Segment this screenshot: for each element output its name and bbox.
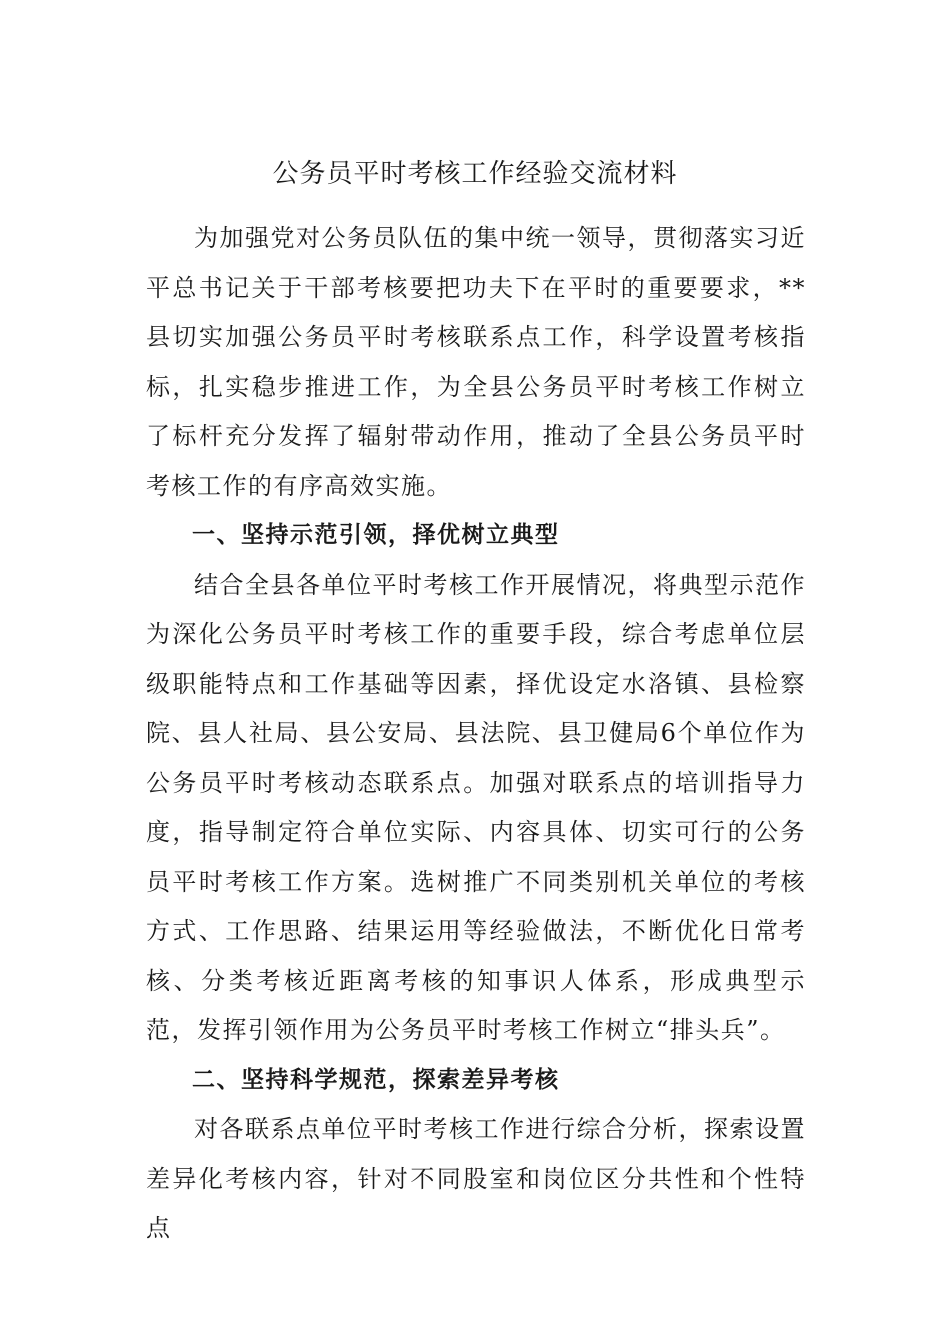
document-body [146,214,806,1254]
document-title: 公务员平时考核工作经验交流材料 [272,159,678,189]
section-heading-1: 一、坚持示范引领，择优树立典型 [192,522,560,548]
paragraph-section-1: 结合全县各单位平时考核工作开展情况，将典型示范作为深化公务员平时考核工作的重要手段，综合考虑单位层级职能特点和工作基础等因素，择优设定水洛镇、县检察院、县人社局、县公安局、县法院、县卫健局6个单位作为公务员平时考核动态联系点。加强对联系点的培训指导力度，指导制定符合单位实际、内容具体、切实可行的公务员平时考核工作方案。选树推广不同类别机关单位的考核方式、工作思路、结果运用等经验做法，不断优化日常考核、分类考核近距离考核的知事识人体系，形成典型示范，发挥引领作用为公务员平时考核工作树立“排头兵”。 [146,570,806,1044]
paragraph-intro: 为加强党对公务员队伍的集中统一领导，贯彻落实习近平总书记关于干部考核要把功夫下在平时的重要要求，**县切实加强公务员平时考核联系点工作，科学设置考核指标，扎实稳步推进工作，为全县公务员平时考核工作树立了标杆充分发挥了辐射带动作用，推动了全县公务员平时考核工作的有序高效实施。 [146,224,806,500]
paragraph-section-2: 对各联系点单位平时考核工作进行综合分析，探索设置差异化考核内容，针对不同股室和岗位区分共性和个性特点 [146,1115,806,1242]
section-heading-2: 二、坚持科学规范，探索差异考核 [192,1066,560,1093]
